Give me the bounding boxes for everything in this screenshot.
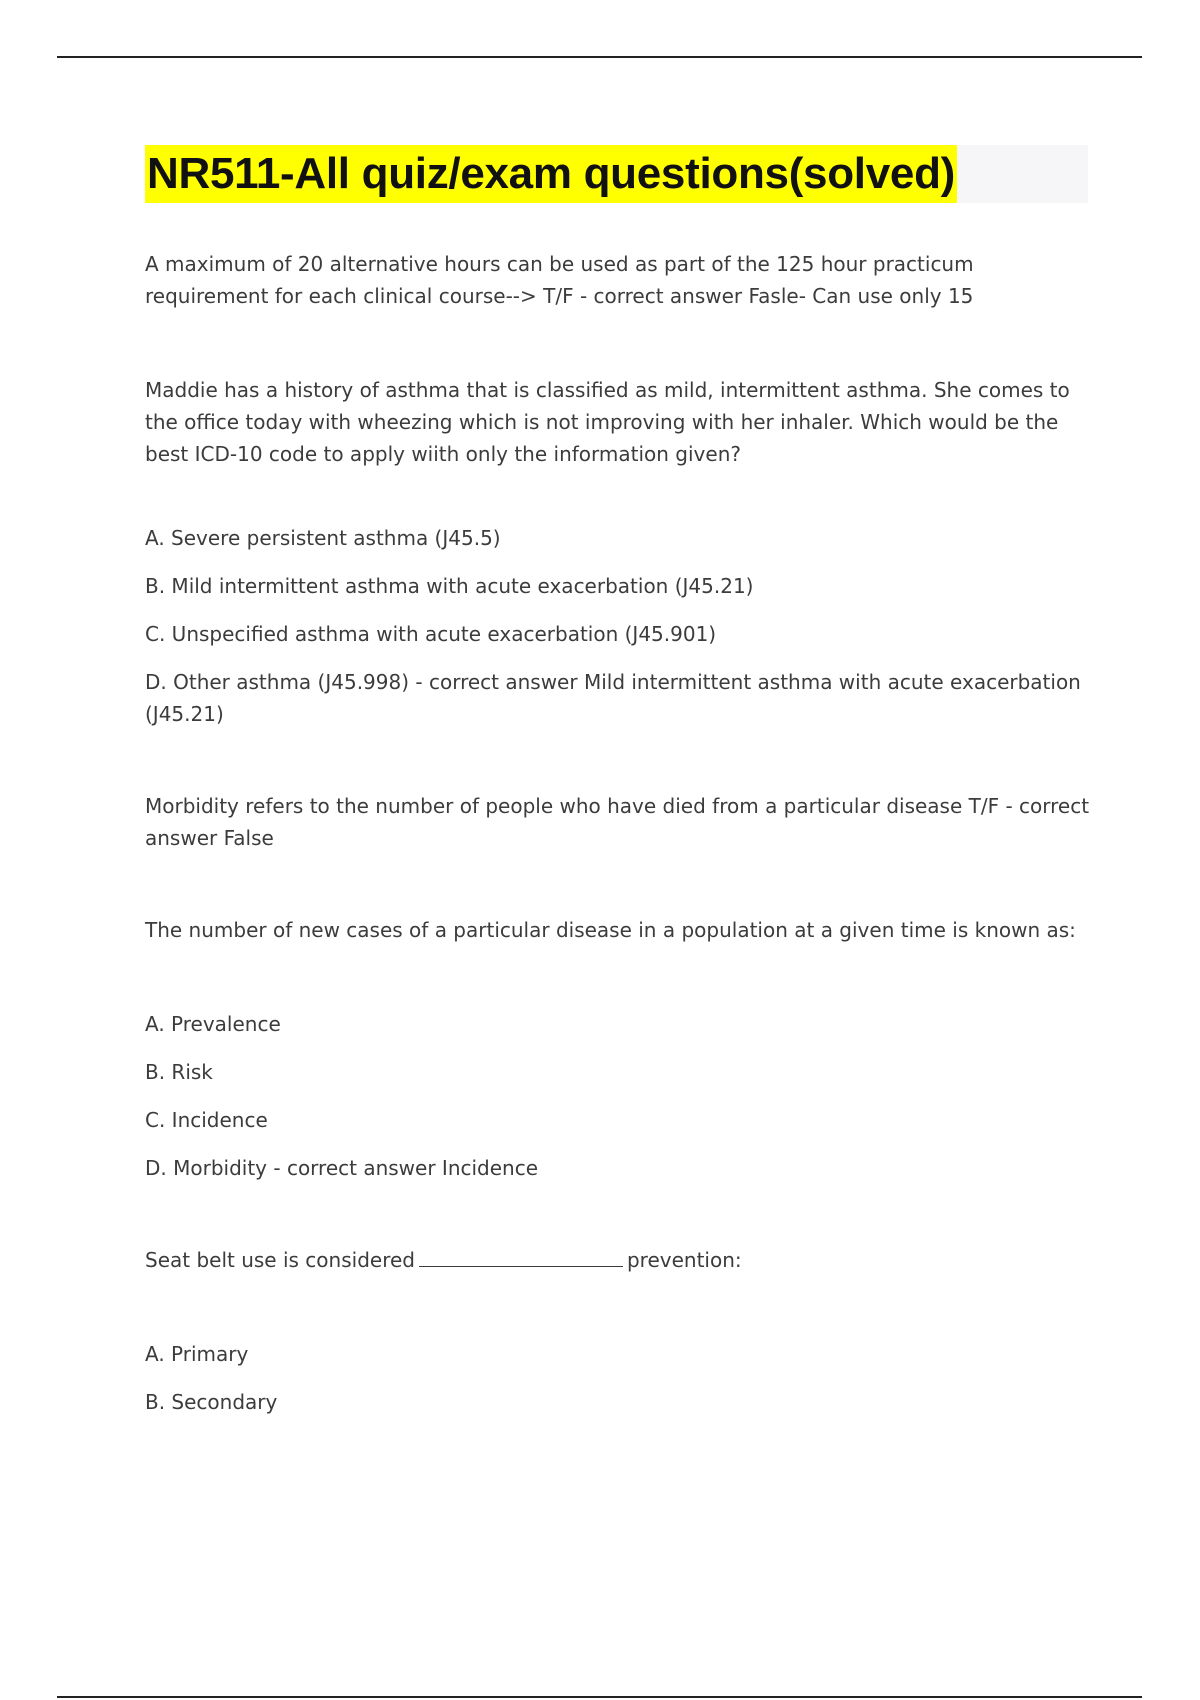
question-5-text-before: Seat belt use is considered xyxy=(145,1248,415,1272)
question-5-text-after: prevention: xyxy=(626,1248,742,1272)
question-4-option-b: B. Risk xyxy=(145,1060,213,1084)
document-title: NR511-All quiz/exam questions(solved) xyxy=(145,145,957,203)
question-4-option-c: C. Incidence xyxy=(145,1108,268,1132)
question-2-option-d: D. Other asthma (J45.998) - correct answer Mild intermittent asthma with acute exacerbation (J45.21) xyxy=(145,670,1081,726)
fill-in-blank xyxy=(419,1248,623,1267)
question-4: The number of new cases of a particular disease in a population at a given time is known as: xyxy=(145,918,1076,942)
question-5-option-a: A. Primary xyxy=(145,1342,249,1366)
question-2-option-a: A. Severe persistent asthma (J45.5) xyxy=(145,526,501,550)
bottom-rule xyxy=(57,1696,1142,1698)
question-3: Morbidity refers to the number of people who have died from a particular disease T/F - correct answer False xyxy=(145,794,1090,850)
question-2: Maddie has a history of asthma that is classified as mild, intermittent asthma. She comes to the office today with wheezing which is not improving with her inhaler. Which would be the best ICD-10 code to apply wiith only the information given? xyxy=(145,378,1070,466)
question-5 xyxy=(145,1244,1090,1276)
question-2-option-b: B. Mild intermittent asthma with acute exacerbation (J45.21) xyxy=(145,574,754,598)
top-rule xyxy=(57,56,1142,58)
question-1: A maximum of 20 alternative hours can be used as part of the 125 hour practicum requirement for each clinical course--> T/F - correct answer Fasle- Can use only 15 xyxy=(145,252,974,308)
question-5-option-b: B. Secondary xyxy=(145,1390,278,1414)
question-2-option-c: C. Unspecified asthma with acute exacerbation (J45.901) xyxy=(145,622,717,646)
document-body xyxy=(145,248,1090,1434)
question-4-option-a: A. Prevalence xyxy=(145,1012,281,1036)
question-4-option-d: D. Morbidity - correct answer Incidence xyxy=(145,1156,539,1180)
